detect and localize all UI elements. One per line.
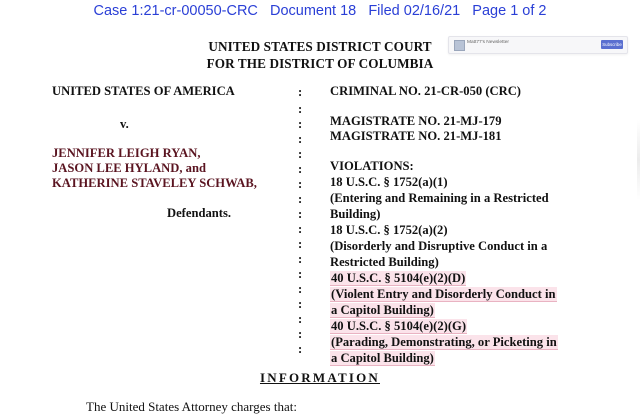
highlight: 40 U.S.C. § 5104(e)(2)(D) bbox=[331, 271, 466, 285]
highlight: 40 U.S.C. § 5104(e)(2)(G) bbox=[331, 319, 467, 333]
violation-line-highlighted bbox=[330, 302, 435, 318]
colon: : bbox=[298, 192, 303, 206]
violation-line-highlighted bbox=[330, 286, 557, 302]
newsletter-logo-icon bbox=[454, 40, 465, 51]
violation-line: 18 U.S.C. § 1752(a)(2) bbox=[330, 223, 448, 237]
colon: : bbox=[298, 117, 303, 131]
court-title-line-1: UNITED STATES DISTRICT COURT bbox=[208, 39, 432, 54]
violation-line: Restricted Building) bbox=[330, 255, 439, 269]
criminal-number: CRIMINAL NO. 21-CR-050 (CRC) bbox=[330, 84, 521, 98]
colon: : bbox=[298, 252, 303, 266]
subscribe-button[interactable]: Subscribe bbox=[602, 42, 622, 47]
colon: : bbox=[298, 177, 303, 191]
colon: : bbox=[298, 147, 303, 161]
information-heading: INFORMATION bbox=[259, 370, 380, 385]
violation-line-highlighted bbox=[330, 334, 558, 350]
colon: : bbox=[298, 85, 303, 99]
case-header: Case 1:21-cr-00050-CRC Document 18 Filed 02/16/21 Page 1 of 2 bbox=[93, 3, 547, 19]
colon: : bbox=[298, 102, 303, 116]
caption-left-1: v. bbox=[120, 117, 129, 131]
highlight: (Violent Entry and Disorderly Conduct in bbox=[331, 287, 556, 301]
violations-heading: VIOLATIONS: bbox=[330, 159, 414, 173]
caption-left-2: JENNIFER LEIGH RYAN, bbox=[52, 146, 201, 160]
highlight: a Capitol Building) bbox=[331, 303, 434, 317]
highlight: (Parading, Demonstrating, or Picketing in bbox=[331, 335, 557, 349]
caption-left-4: KATHERINE STAVELEY SCHWAB, bbox=[52, 176, 257, 190]
violation-line: (Entering and Remaining in a Restricted bbox=[330, 191, 549, 205]
violation-line: 18 U.S.C. § 1752(a)(1) bbox=[330, 175, 448, 189]
colon: : bbox=[298, 342, 303, 356]
caption-left-0: UNITED STATES OF AMERICA bbox=[52, 84, 235, 98]
caption-left-5: Defendants. bbox=[167, 206, 232, 220]
colon: : bbox=[298, 207, 303, 221]
magistrate-number-2: MAGISTRATE NO. 21-MJ-181 bbox=[330, 129, 502, 143]
colon: : bbox=[298, 162, 303, 176]
colon: : bbox=[298, 237, 303, 251]
violation-line-highlighted bbox=[330, 318, 467, 334]
newsletter-title: Matt77's Newsletter bbox=[467, 40, 509, 45]
court-title-line-2: FOR THE DISTRICT OF COLUMBIA bbox=[206, 56, 434, 71]
colon: : bbox=[298, 267, 303, 281]
violation-line-highlighted bbox=[330, 350, 435, 366]
magistrate-number-1: MAGISTRATE NO. 21-MJ-179 bbox=[330, 114, 502, 128]
charges-text: The United States Attorney charges that: bbox=[86, 399, 297, 414]
colon: : bbox=[298, 222, 303, 236]
violation-line: (Disorderly and Disruptive Conduct in a bbox=[330, 239, 548, 253]
colon: : bbox=[298, 327, 303, 341]
violation-line-highlighted bbox=[330, 270, 466, 286]
colon: : bbox=[298, 282, 303, 296]
colon: : bbox=[298, 312, 303, 326]
newsletter-overlay bbox=[448, 36, 628, 54]
colon: : bbox=[298, 132, 303, 146]
colon: : bbox=[298, 297, 303, 311]
caption-left-3: JASON LEE HYLAND, and bbox=[52, 161, 206, 175]
highlight: a Capitol Building) bbox=[331, 351, 434, 365]
violation-line: Building) bbox=[330, 207, 381, 221]
